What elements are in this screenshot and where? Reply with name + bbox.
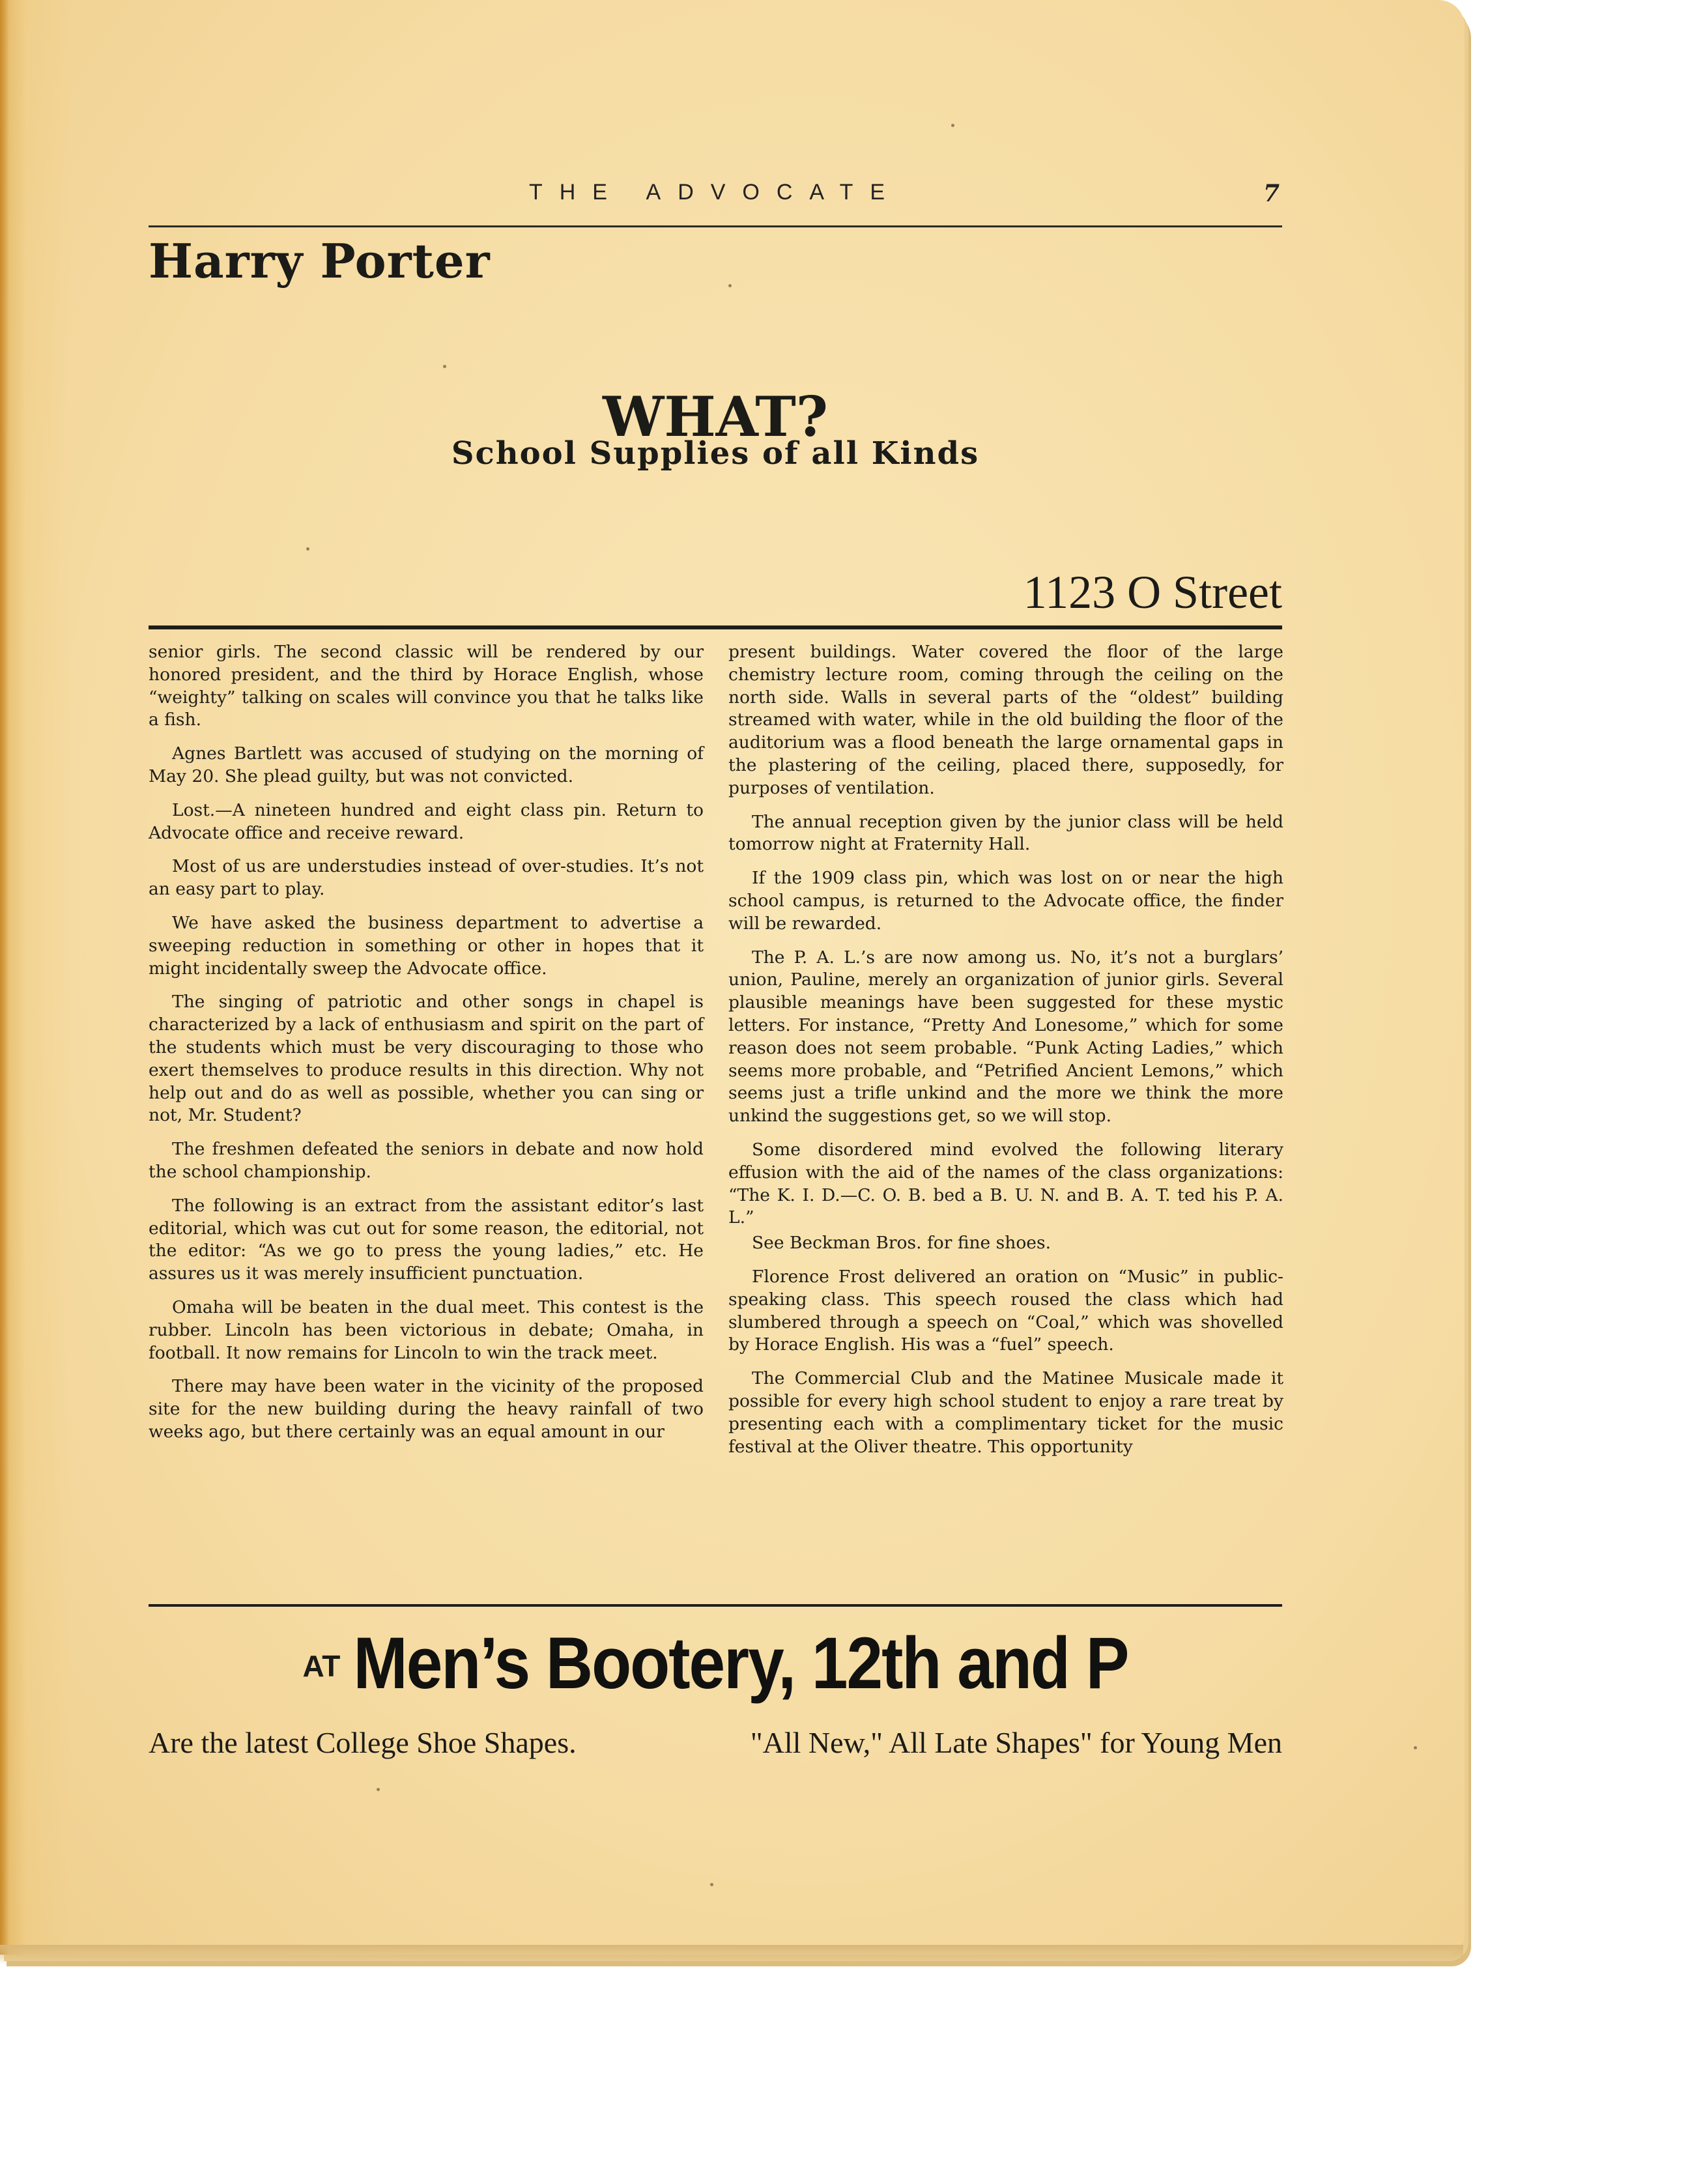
scan-speck	[728, 284, 732, 287]
paragraph: There may have been water in the vicinity of the proposed site for the new building during the heavy rainfall of two weeks ago, but there certainly was an equal amount in our	[149, 1376, 704, 1442]
paragraph: The P. A. L.’s are now among us. No, it’s not a burglars’ union, Pauline, merely an organization of junior girls. Several plausible meanings have been suggested for these mystic letters. For instance, “Pretty And Lonesome,” which for some reason does not seem probable. “Punk Acting Ladies,” which seems more probable, and “Petrified Ancient Lemons,” which seems just a trifle unkind and the more we think the more unkind the suggestions get, so we will stop.	[728, 947, 1283, 1127]
ad-address: 1123 O Street	[1023, 566, 1282, 618]
ad-headline: WHAT?	[602, 384, 828, 449]
ad-store-line	[149, 1622, 1282, 1704]
page-spine-edge	[0, 0, 9, 1955]
paragraph: Most of us are understudies instead of over-studies. It’s not an easy part to play.	[149, 856, 704, 900]
running-title: THE ADVOCATE	[528, 180, 902, 205]
paragraph: present buildings. Water covered the floor of the large chemistry lecture room, coming through the ceiling on the north side. Walls in several parts of the “oldest” building streamed with water, while in the old building the floor of the auditorium was a flood beneath the large ornamental gaps in the plastering of the ceiling, placed there, supposedly, for purposes of ventilation.	[728, 642, 1283, 798]
paragraph: Omaha will be beaten in the dual meet. This contest is the rubber. Lincoln has been victorious in debate; Omaha, in football. It now remains for Lincoln to win the track meet.	[149, 1297, 704, 1363]
scan-speck	[710, 1883, 713, 1886]
scan-speck	[1414, 1746, 1417, 1749]
ad-advertiser-name: Harry Porter	[149, 233, 491, 289]
ad-tagline-left: Are the latest College Shoe Shapes.	[149, 1726, 577, 1759]
running-head	[149, 160, 1282, 227]
paragraph: Lost.—A nineteen hundred and eight class pin. Return to Advocate office and receive reward.	[149, 799, 704, 843]
scan-speck	[951, 124, 954, 127]
paragraph: We have asked the business department to advertise a sweeping reduction in something or other in hopes that it might incidentally sweep the Advocate office.	[149, 912, 704, 979]
paragraph: The Commercial Club and the Matinee Musicale made it possible for every high school student to enjoy a rare treat by presenting each with a complimentary ticket for the music festival at the Oliver theatre. This opportunity	[728, 1368, 1283, 1457]
ad-tagline-right: "All New," All Late Shapes" for Young Men	[750, 1726, 1282, 1759]
ad-store-name: Men’s Bootery, 12th and P	[353, 1622, 1128, 1704]
paragraph: senior girls. The second classic will be rendered by our honored president, and the third by Horace English, whose “weighty” talking on scales will convince you that he talks like a fish.	[149, 642, 704, 730]
scan-speck	[377, 1788, 380, 1791]
paragraph: The following is an extract from the assistant editor’s last editorial, which was cut out for some reason, the editorial, not the editor: “As we go to press the young ladies,” etc. He assures us it was merely insufficient punctuation.	[149, 1195, 704, 1284]
scan-speck	[443, 365, 446, 368]
section-divider-bottom	[149, 1604, 1282, 1607]
paragraph: Some disordered mind evolved the following literary effusion with the aid of the names of the class organizations: “The K. I. D.—C. O. B. bed a B. U. N. and B. A. T. ted his P. A. L.”	[728, 1139, 1283, 1228]
page-bottom-shadow	[0, 1945, 1463, 1964]
ad-subheadline: School Supplies of all Kinds	[451, 435, 980, 472]
paragraph: The freshmen defeated the seniors in debate and now hold the school championship.	[149, 1139, 704, 1182]
paragraph: If the 1909 class pin, which was lost on or near the high school campus, is returned to the Advocate office, the finder will be rewarded.	[728, 868, 1283, 934]
article-column-right	[728, 641, 1283, 1469]
section-divider-top	[149, 625, 1282, 629]
paragraph: Florence Frost delivered an oration on “Music” in public-speaking class. This speech roused the class which had slumbered through a speech on “Coal,” which was shovelled by Horace English. His was a “fuel” speech.	[728, 1266, 1283, 1355]
paragraph: See Beckman Bros. for fine shoes.	[752, 1233, 1051, 1254]
ad-store-prefix: AT	[302, 1649, 341, 1683]
paragraph: The singing of patriotic and other songs in chapel is characterized by a lack of enthusiasm and spirit on the part of the students which must be very discouraging to those who exert themselves to produce results in this direction. Why not help out and do as well as possible, whether you can sing or not, Mr. Student?	[149, 992, 704, 1126]
scan-speck	[306, 547, 309, 551]
ad-tagline	[149, 1725, 1282, 1760]
paragraph: Agnes Bartlett was accused of studying on the morning of May 20. She plead guilty, but was not convicted.	[149, 743, 704, 786]
article-column-left	[149, 641, 704, 1455]
paragraph: The annual reception given by the junior class will be held tomorrow night at Fraternity Hall.	[728, 811, 1283, 855]
page-number: 7	[1263, 180, 1280, 207]
